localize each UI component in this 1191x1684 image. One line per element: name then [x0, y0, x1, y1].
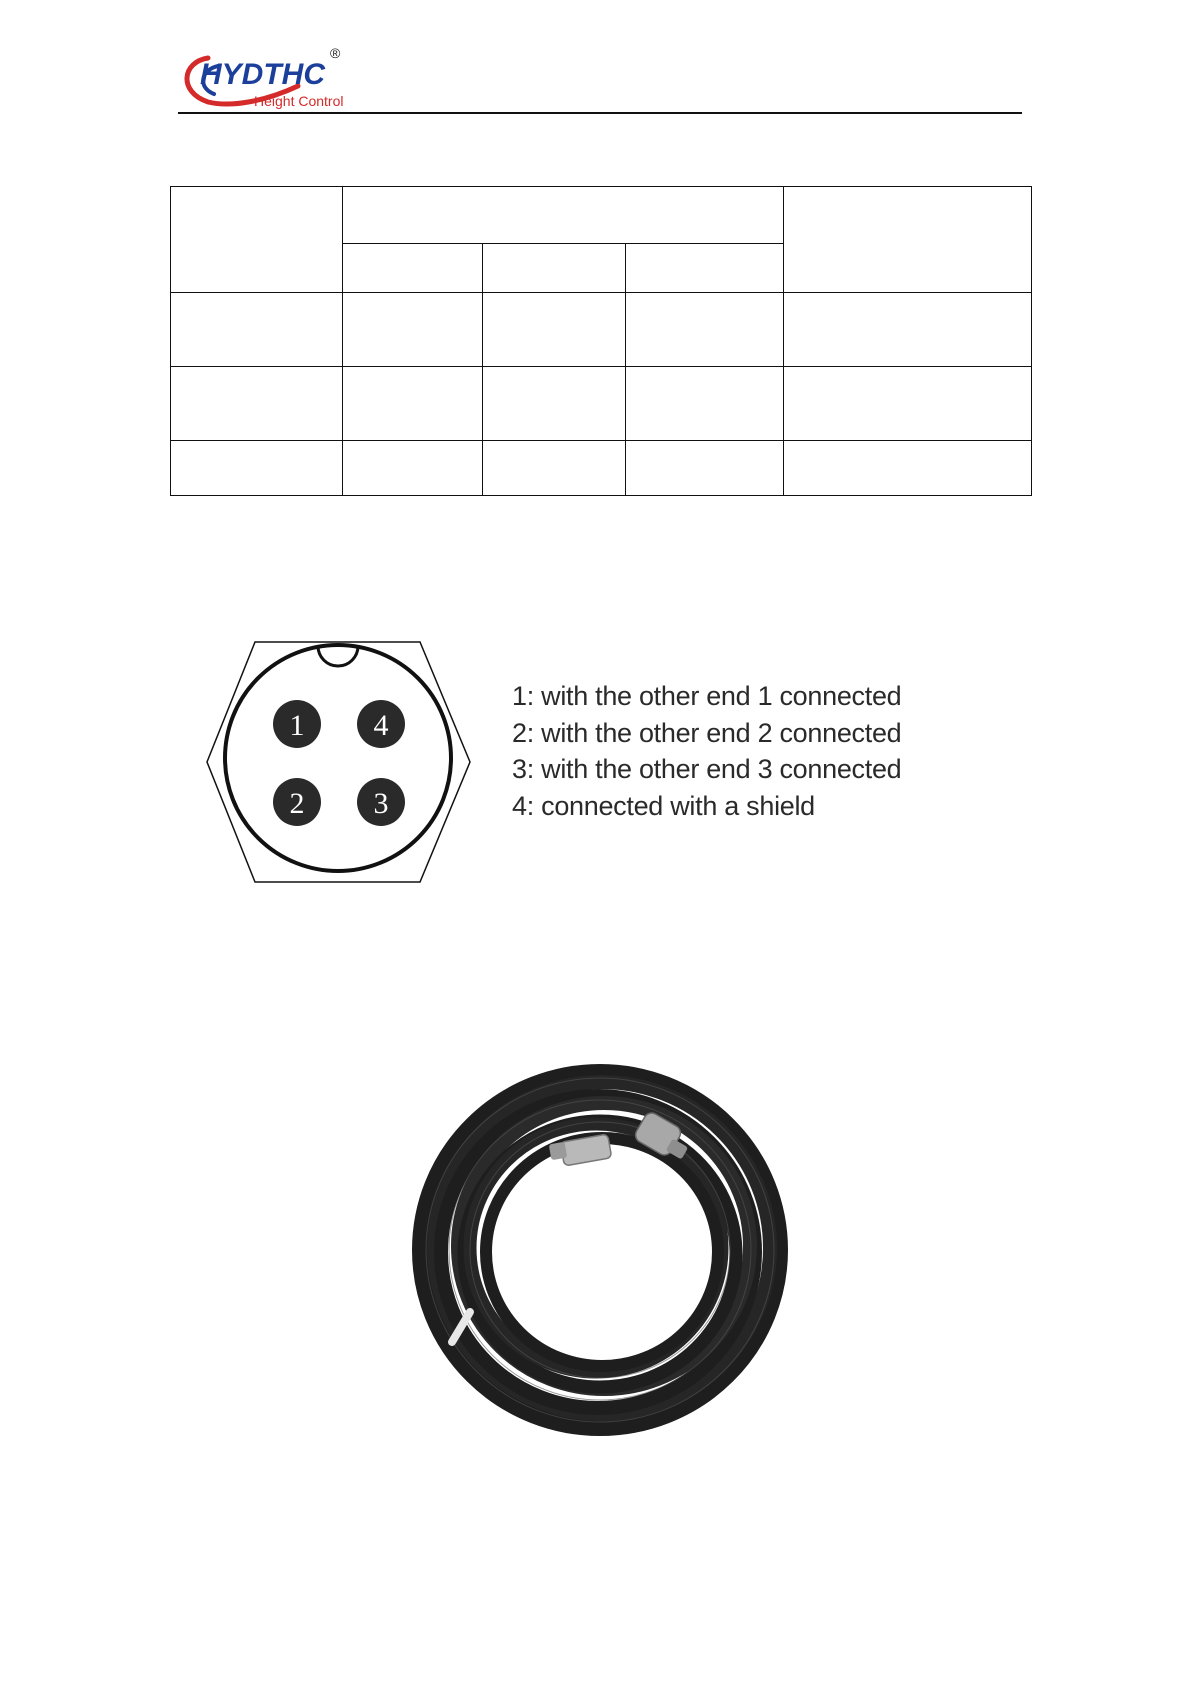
connector-diagram — [205, 640, 475, 884]
pin-label: 3 — [373, 787, 389, 820]
table-row — [171, 441, 1032, 496]
table-row — [171, 293, 1032, 367]
table-cell — [171, 367, 343, 441]
pin-legend — [512, 678, 952, 824]
connector-ring — [225, 645, 451, 871]
logo-subtext: Height Control — [254, 93, 344, 109]
hydthc-logo — [178, 40, 358, 112]
table-cell — [483, 293, 626, 367]
table-cell — [784, 367, 1032, 441]
cable-photo — [400, 1050, 800, 1440]
connector-hexagon — [207, 642, 470, 882]
table-cell — [626, 367, 784, 441]
logo-text: HYDTHC — [200, 58, 325, 91]
connector-key-notch — [318, 646, 358, 666]
registered-mark: ® — [330, 45, 341, 61]
table-cell — [483, 441, 626, 496]
table-cell — [626, 244, 784, 293]
pin-label: 2 — [289, 787, 305, 820]
table-cell — [171, 293, 343, 367]
table-cell — [171, 441, 343, 496]
table-cell — [343, 244, 483, 293]
legend-line-2: 2: with the other end 2 connected — [512, 717, 902, 748]
table-cell — [784, 293, 1032, 367]
spec-table — [170, 186, 1032, 496]
table-cell — [343, 293, 483, 367]
table-cell — [483, 244, 626, 293]
legend-line-3: 3: with the other end 3 connected — [512, 754, 902, 784]
table-row — [171, 367, 1032, 441]
table-cell — [483, 367, 626, 441]
table-cell — [784, 441, 1032, 496]
header-rule — [178, 112, 1022, 114]
table-cell — [626, 441, 784, 496]
table-cell — [784, 187, 1032, 293]
legend-line-1: 1: with the other end 1 connected — [512, 681, 902, 711]
legend-line-4: 4: connected with a shield — [512, 790, 815, 821]
pin-label: 1 — [289, 709, 305, 742]
table-cell — [626, 293, 784, 367]
table-cell — [343, 441, 483, 496]
connector-plug-left — [549, 1134, 612, 1166]
table-cell — [343, 187, 784, 244]
table-cell — [343, 367, 483, 441]
pin-label: 4 — [373, 709, 389, 742]
table-cell — [171, 187, 343, 293]
